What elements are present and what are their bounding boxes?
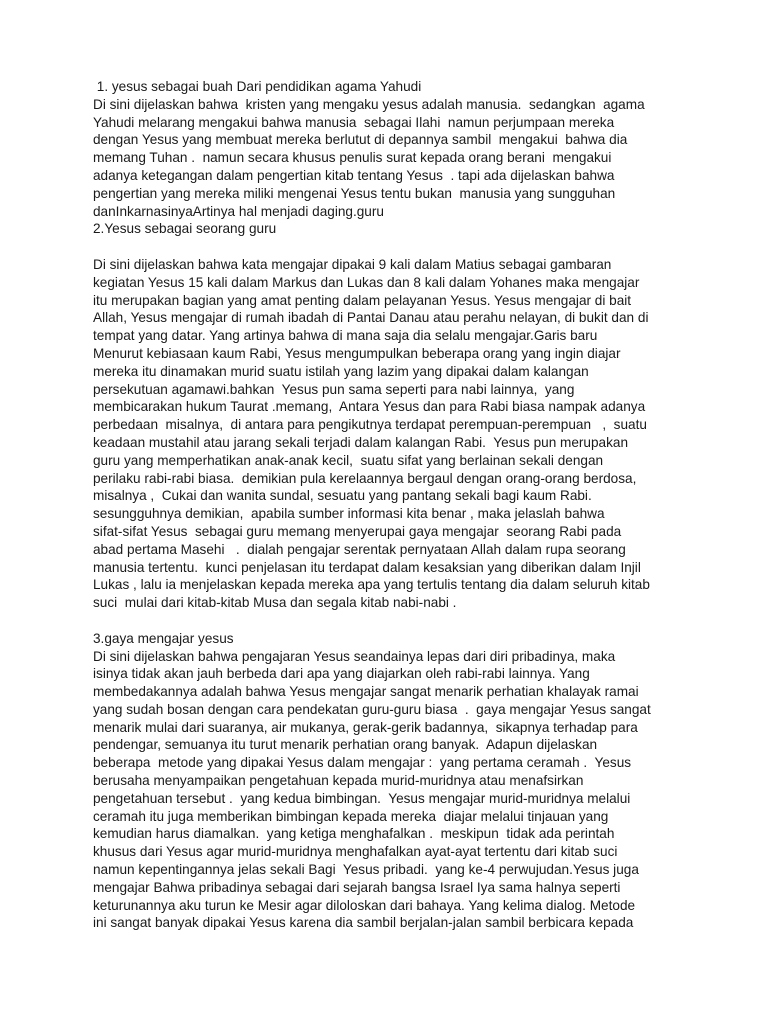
text-line: pengetahuan tersebut . yang kedua bimbingan. Yesus mengajar murid-muridnya melalui [93, 790, 631, 806]
text-line: namun kepentingannya jelas sekali Bagi Yesus pribadi. yang ke-4 perwujudan.Yesus juga [93, 862, 639, 878]
text-line: yang sudah bosan dengan cara pendekatan guru-guru biasa . gaya mengajar Yesus sangat [93, 701, 651, 717]
text-line: sifat-sifat Yesus sebagai guru memang menyerupai gaya mengajar seorang Rabi pada [93, 523, 622, 539]
text-line: misalnya , Cukai dan wanita sundal, sesuatu yang pantang sekali bagi kaum Rabi. [93, 488, 592, 504]
text-line: beberapa metode yang dipakai Yesus dalam mengajar : yang pertama ceramah . Yesus [93, 755, 632, 771]
text-line: abad pertama Masehi . dialah pengajar serentak pernyataan Allah dalam rupa seorang [93, 541, 626, 557]
text-line: suci mulai dari kitab-kitab Musa dan segala kitab nabi-nabi . [93, 595, 457, 611]
text-line: keadaan mustahil atau jarang sekali terjadi dalam kalangan Rabi. Yesus pun merupakan [93, 434, 629, 450]
text-line: perbedaan misalnya, di antara para pengikutnya terdapat perempuan-perempuan , suatu [93, 417, 647, 433]
text-line: keturunannya aku turun ke Mesir agar diloloskan dari bahaya. Yang kelima dialog. Metode [93, 897, 636, 913]
blank-line [93, 238, 693, 256]
text-line: Di sini dijelaskan bahwa kristen yang mengaku yesus adalah manusia. sedangkan agama [93, 96, 645, 112]
document-body [93, 78, 693, 932]
text-line: dengan Yesus yang membuat mereka berlutut di depannya sambil mengakui bahwa dia [93, 132, 628, 148]
text-line: mengajar Bahwa pribadinya sebagai dari sejarah bangsa Israel Iya sama halnya seperti [93, 879, 621, 895]
text-line: mereka itu dinamakan murid suatu istilah yang lazim yang dipakai dalam kalangan [93, 363, 589, 379]
text-line: Di sini dijelaskan bahwa kata mengajar dipakai 9 kali dalam Matius sebagai gambaran [93, 256, 612, 272]
text-line: Lukas , lalu ia menjelaskan kepada mereka apa yang tertulis tentang dia dalam seluruh kitab [93, 577, 650, 593]
text-line: Allah, Yesus mengajar di rumah ibadah di Pantai Danau atau perahu nelayan, di bukit dan di [93, 310, 649, 326]
text-line: 2.Yesus sebagai seorang guru [93, 221, 277, 237]
text-line: kemudian harus diamalkan. yang ketiga menghafalkan . meskipun tidak ada perintah [93, 826, 615, 842]
text-line: itu merupakan bagian yang amat penting dalam pelayanan Yesus. Yesus mengajar di bait [93, 292, 632, 308]
blank-line [93, 612, 693, 630]
text-line: adanya ketegangan dalam pengertian kitab tentang Yesus . tapi ada dijelaskan bahwa [93, 167, 615, 183]
text-line: pendengar, semuanya itu turut menarik perhatian orang banyak. Adapun dijelaskan [93, 737, 598, 753]
text-line: berusaha menyampaikan pengetahuan kepada murid-muridnya atau menafsirkan [93, 773, 584, 789]
text-line: pengertian yang mereka miliki mengenai Yesus tentu bukan manusia yang sungguhan [93, 185, 616, 201]
text-line: memang Tuhan . namun secara khusus penulis surat kepada orang berani mengakui [93, 150, 612, 166]
text-line: isinya tidak akan jauh berbeda dari apa yang diajarkan oleh rabi-rabi lainnya. Yang [93, 666, 590, 682]
text-line: Menurut kebiasaan kaum Rabi, Yesus mengumpulkan beberapa orang yang ingin diajar [93, 345, 621, 361]
text-line: manusia tertentu. kunci penjelasan itu terdapat dalam kesaksian yang diberikan dalam Injil [93, 559, 641, 575]
text-line: perilaku rabi-rabi biasa. demikian pula kerelaannya bergaul dengan orang-orang berdosa, [93, 470, 637, 486]
text-line: ini sangat banyak dipakai Yesus karena dia sambil berjalan-jalan sambil berbicara kepada [93, 915, 634, 931]
text-line: Yahudi melarang mengakui bahwa manusia sebagai Ilahi namun perjumpaan mereka [93, 114, 615, 130]
text-line: membedakannya adalah bahwa Yesus mengajar sangat menarik perhatian khalayak ramai [93, 684, 639, 700]
text-line: membicarakan hukum Taurat .memang, Antara Yesus dan para Rabi biasa nampak adanya [93, 399, 646, 415]
text-line: guru yang memperhatikan anak-anak kecil, suatu sifat yang berlainan sekali dengan [93, 452, 604, 468]
text-line: danInkarnasinyaArtinya hal menjadi daging.guru [93, 203, 384, 219]
text-line: 1. yesus sebagai buah Dari pendidikan agama Yahudi [93, 79, 422, 94]
text-line: menarik mulai dari suaranya, air mukanya, gerak-gerik badannya, sikapnya terhadap para [93, 719, 638, 735]
text-line: ceramah itu juga memberikan bimbingan kepada mereka diajar melalui tinjauan yang [93, 808, 609, 824]
text-line: Di sini dijelaskan bahwa pengajaran Yesus seandainya lepas dari diri pribadinya, maka [93, 648, 616, 664]
text-line: kegiatan Yesus 15 kali dalam Markus dan Lukas dan 8 kali dalam Yohanes maka mengajar [93, 274, 640, 290]
text-line: sesungguhnya demikian, apabila sumber informasi kita benar , maka jelaslah bahwa [93, 506, 605, 522]
text-line: 3.gaya mengajar yesus [93, 630, 234, 646]
text-line: khusus dari Yesus agar murid-muridnya menghafalkan ayat-ayat tertentu dari kitab suci [93, 844, 618, 860]
text-line: persekutuan agamawi.bahkan Yesus pun sama seperti para nabi lainnya, yang [93, 381, 575, 397]
text-line: tempat yang datar. Yang artinya bahwa di mana saja dia selalu mengajar.Garis baru [93, 328, 598, 344]
